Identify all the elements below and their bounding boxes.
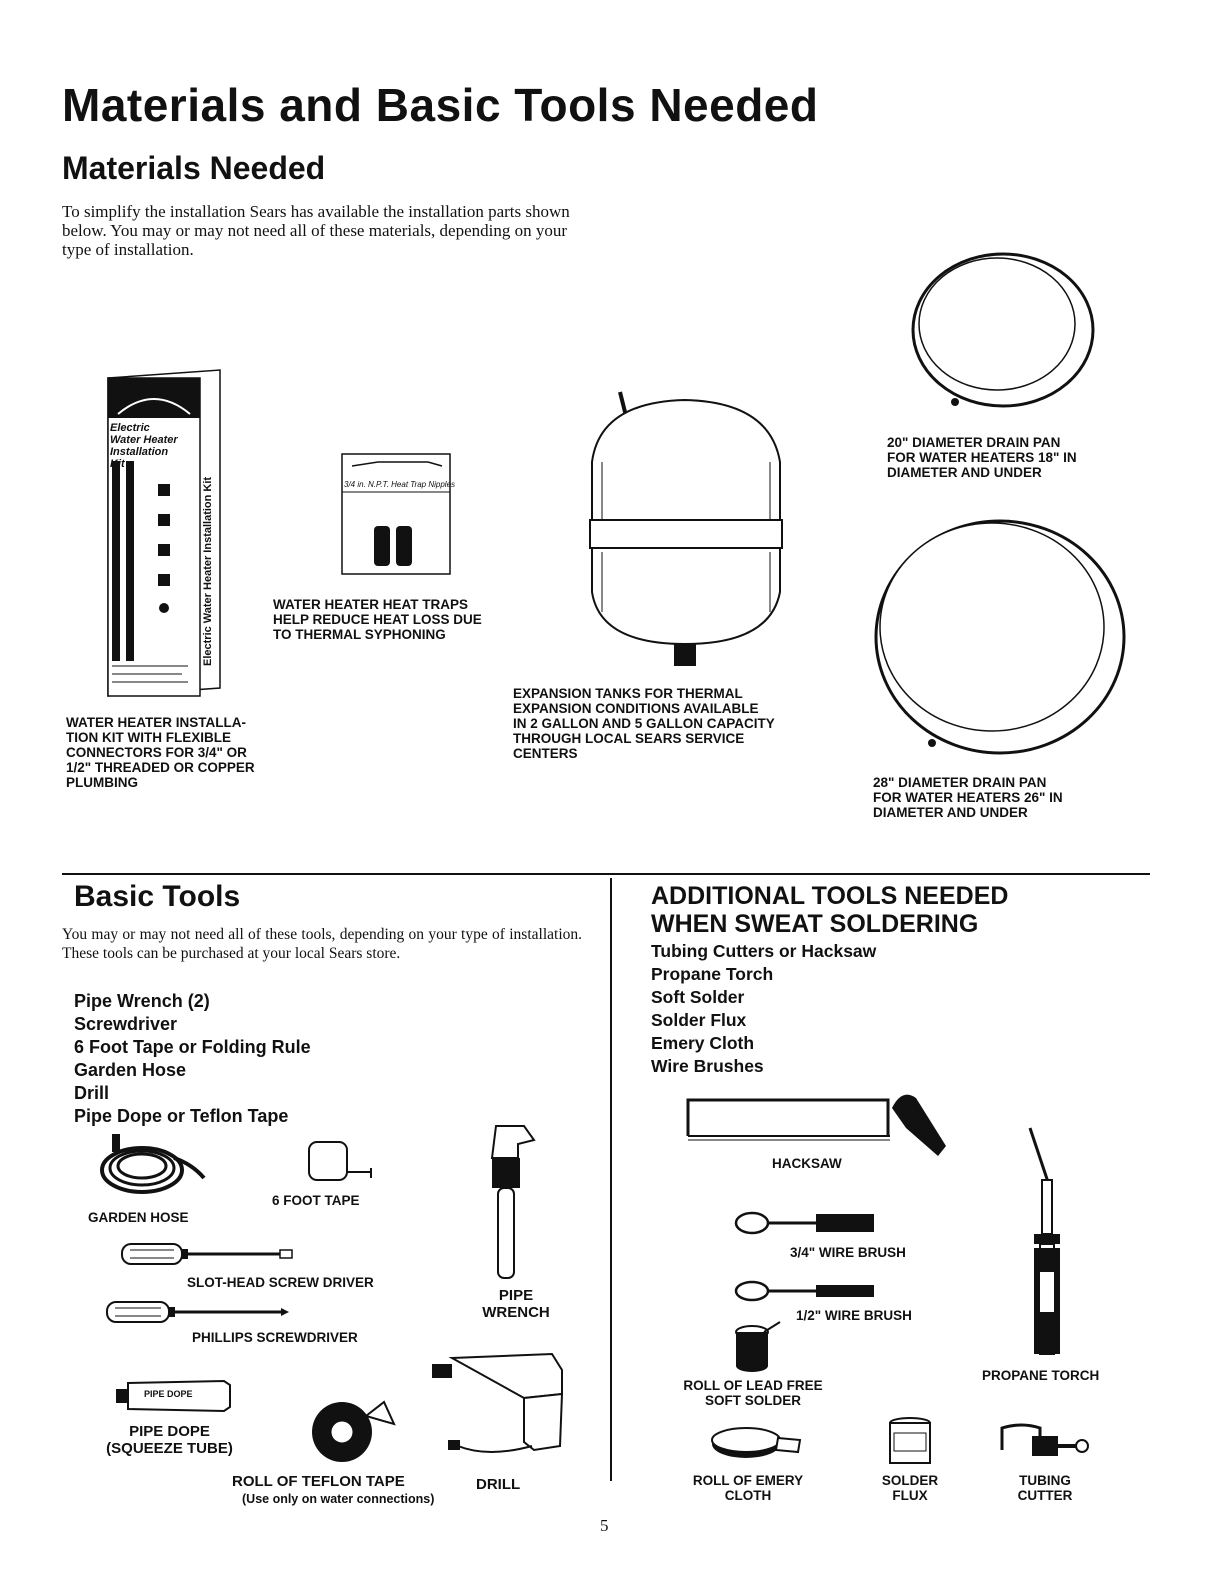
label-line: CLOTH	[724, 1488, 772, 1503]
phillips-label: PHILLIPS SCREWDRIVER	[192, 1330, 358, 1345]
pipe-dope-label	[92, 1423, 247, 1457]
kit-box-line: Kit	[110, 458, 125, 470]
label-line: FLUX	[892, 1488, 928, 1503]
propane-torch-label: PROPANE TORCH	[982, 1368, 1100, 1383]
drill-label: DRILL	[476, 1476, 521, 1493]
page-title: Materials and Basic Tools Needed	[62, 79, 819, 131]
heat-trap-pack-label: 3/4 in. N.P.T. Heat Trap Nipples	[344, 480, 456, 489]
pipe-dope-tube-text: PIPE DOPE	[144, 1389, 193, 1399]
slot-screwdriver-label: SLOT-HEAD SCREW DRIVER	[187, 1275, 374, 1290]
caption-line: 1/2" THREADED OR COPPER	[66, 760, 255, 775]
kit-caption	[66, 715, 255, 790]
list-item: Drill	[74, 1083, 110, 1103]
caption-line: CENTERS	[513, 746, 578, 761]
caption-line: HELP REDUCE HEAT LOSS DUE	[273, 612, 482, 627]
list-item: Pipe Wrench (2)	[74, 991, 210, 1011]
emery-label	[658, 1473, 838, 1503]
additional-tools-list	[651, 940, 876, 1078]
label-line: PIPE DOPE	[129, 1423, 210, 1440]
wire-brush-12-label: 1/2" WIRE BRUSH	[796, 1308, 912, 1323]
expansion-tank-caption	[513, 686, 775, 761]
caption-line: 20" DIAMETER DRAIN PAN	[887, 435, 1061, 450]
caption-line: EXPANSION CONDITIONS AVAILABLE	[513, 701, 759, 716]
list-item: Solder Flux	[651, 1010, 747, 1030]
page-number: 5	[600, 1516, 609, 1535]
list-item: Emery Cloth	[651, 1033, 755, 1053]
caption-line: FOR WATER HEATERS 18" IN	[887, 450, 1077, 465]
list-item: Tubing Cutters or Hacksaw	[651, 941, 877, 961]
teflon-tape-illustration	[308, 1396, 398, 1466]
basic-tools-list	[74, 990, 311, 1128]
label-line: ROLL OF EMERY	[692, 1473, 804, 1488]
tape-measure-illustration	[305, 1138, 375, 1188]
label-line: SOLDER	[881, 1473, 939, 1488]
caption-line: PLUMBING	[66, 775, 138, 790]
wire-brush-34-illustration	[732, 1208, 882, 1238]
label-line: WRENCH	[482, 1304, 550, 1321]
list-item: Garden Hose	[74, 1060, 187, 1080]
installation-kit-illustration	[88, 366, 223, 701]
caption-line: CONNECTORS FOR 3/4" OR	[66, 745, 247, 760]
list-item: Pipe Dope or Teflon Tape	[74, 1106, 289, 1126]
label-line: ROLL OF LEAD FREE	[683, 1378, 823, 1393]
hacksaw-label: HACKSAW	[772, 1156, 842, 1171]
label-line: CUTTER	[1017, 1488, 1073, 1503]
drain-pan-28-illustration	[868, 515, 1128, 765]
label-line: TUBING	[1019, 1473, 1071, 1488]
flux-label	[860, 1473, 960, 1503]
wire-brush-34-label: 3/4" WIRE BRUSH	[790, 1245, 906, 1260]
caption-line: IN 2 GALLON AND 5 GALLON CAPACITY	[513, 716, 775, 731]
list-item: Propane Torch	[651, 964, 774, 984]
kit-box-side-label: Electric Water Heater Installation Kit	[202, 476, 214, 666]
kit-box-line: Water Heater	[110, 434, 178, 446]
materials-heading: Materials Needed	[62, 150, 326, 186]
basic-tools-heading: Basic Tools	[74, 880, 241, 913]
label-line: (SQUEEZE TUBE)	[106, 1440, 233, 1457]
caption-line: DIAMETER AND UNDER	[873, 805, 1028, 820]
caption-line: TO THERMAL SYPHONING	[273, 627, 446, 642]
caption-line: EXPANSION TANKS FOR THERMAL	[513, 686, 743, 701]
drain-pan-20-caption	[887, 435, 1077, 480]
label-line: SOFT SOLDER	[704, 1393, 801, 1408]
heading-line: WHEN SWEAT SOLDERING	[651, 910, 979, 938]
garden-hose-illustration	[100, 1128, 210, 1198]
slot-screwdriver-illustration	[120, 1240, 295, 1270]
kit-box-line: Electric	[110, 422, 150, 434]
tubing-cutter-illustration	[992, 1420, 1090, 1464]
emery-cloth-illustration	[706, 1418, 806, 1468]
tape-label: 6 FOOT TAPE	[272, 1193, 360, 1208]
teflon-label: ROLL OF TEFLON TAPE	[232, 1473, 405, 1490]
heat-traps-caption	[273, 597, 482, 642]
pipe-wrench-illustration	[478, 1122, 538, 1282]
solder-label	[658, 1378, 848, 1408]
list-item: Screwdriver	[74, 1014, 178, 1034]
pipe-dope-tube-illustration	[112, 1377, 234, 1415]
teflon-note: (Use only on water connections)	[242, 1492, 435, 1506]
list-item: Soft Solder	[651, 987, 745, 1007]
caption-line: WATER HEATER HEAT TRAPS	[273, 597, 468, 612]
heat-traps-illustration	[338, 452, 456, 577]
drain-pan-28-caption	[873, 775, 1063, 820]
label-line: PIPE	[498, 1287, 534, 1304]
propane-torch-illustration	[1020, 1122, 1080, 1362]
kit-box-line: Installation	[110, 446, 169, 458]
caption-line: WATER HEATER INSTALLA-	[66, 715, 246, 730]
caption-line: TION KIT WITH FLEXIBLE	[66, 730, 231, 745]
basic-tools-intro: You may or may not need all of these tools, depending on your type of installation. These tools can be purchased at your local Sears store.	[62, 926, 582, 962]
caption-line: THROUGH LOCAL SEARS SERVICE	[513, 731, 745, 746]
heading-line: ADDITIONAL TOOLS NEEDED	[651, 882, 1009, 910]
garden-hose-label: GARDEN HOSE	[88, 1210, 189, 1225]
list-item: Wire Brushes	[651, 1056, 764, 1076]
solder-roll-illustration	[724, 1322, 784, 1378]
materials-intro: To simplify the installation Sears has available the installation parts shown below. You may or may not need all of these materials, depending on your type of installation.	[62, 202, 570, 259]
list-item: 6 Foot Tape or Folding Rule	[74, 1037, 311, 1057]
drill-illustration	[428, 1350, 568, 1465]
caption-line: DIAMETER AND UNDER	[887, 465, 1042, 480]
cutter-label	[995, 1473, 1095, 1503]
column-divider	[610, 878, 612, 1481]
drain-pan-20-illustration	[905, 252, 1105, 422]
additional-tools-heading	[651, 882, 1008, 938]
pipe-wrench-label	[466, 1287, 566, 1321]
expansion-tank-illustration	[580, 382, 800, 672]
phillips-screwdriver-illustration	[105, 1298, 290, 1328]
wire-brush-12-illustration	[732, 1278, 882, 1304]
solder-flux-illustration	[884, 1415, 936, 1467]
hacksaw-illustration	[680, 1088, 950, 1163]
caption-line: FOR WATER HEATERS 26" IN	[873, 790, 1063, 805]
section-divider	[62, 873, 1150, 875]
caption-line: 28" DIAMETER DRAIN PAN	[873, 775, 1047, 790]
